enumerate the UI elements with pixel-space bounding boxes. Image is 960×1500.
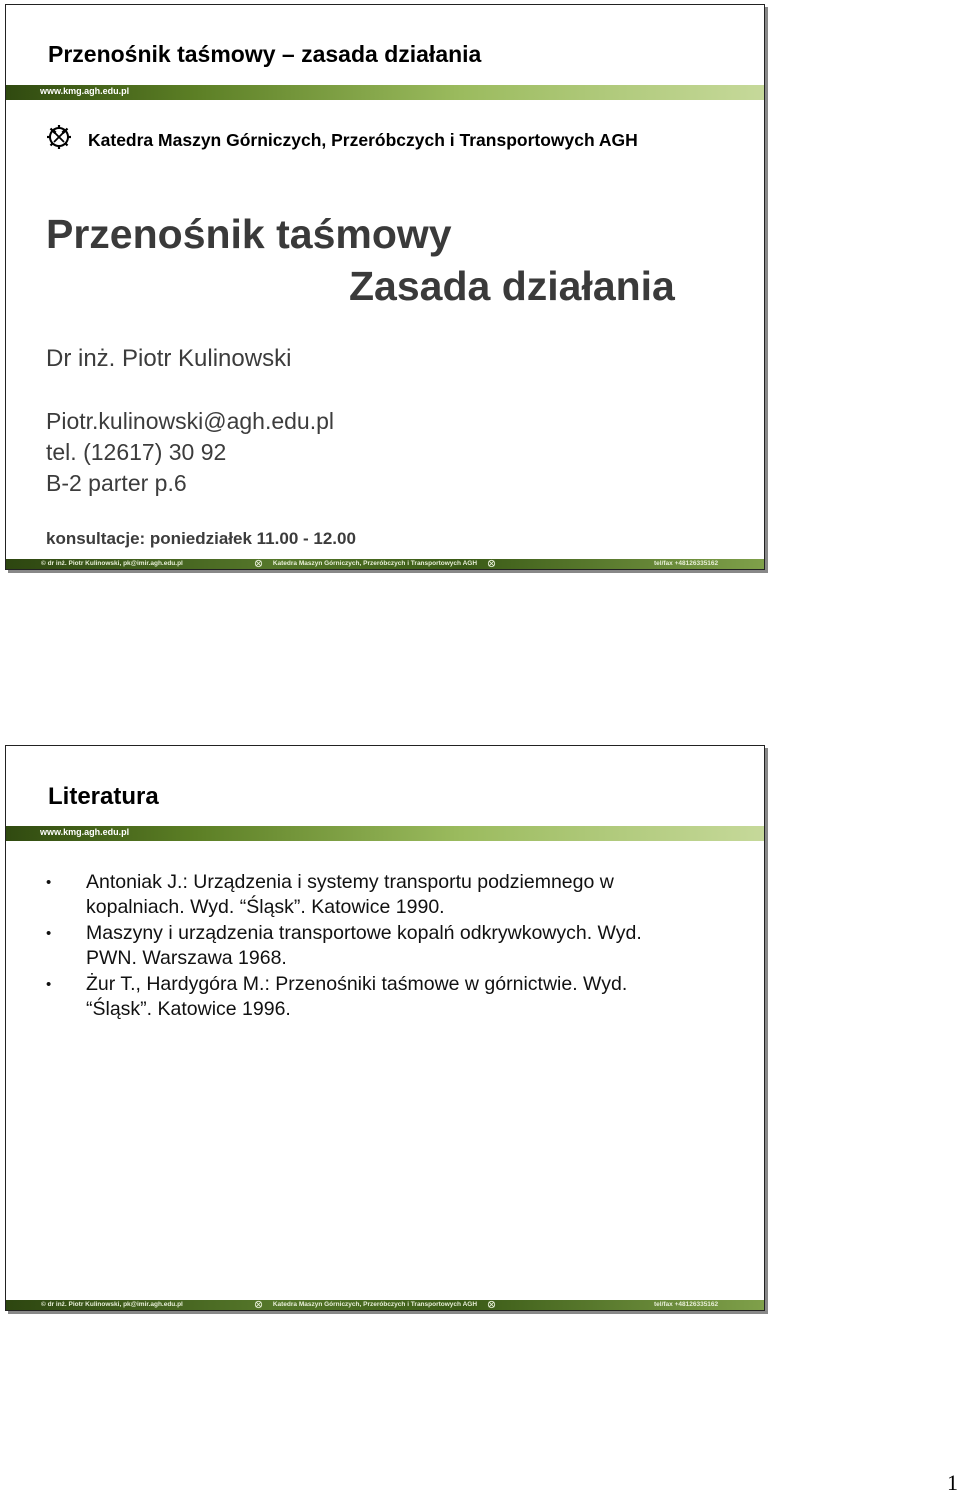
reference-list bbox=[46, 870, 686, 1022]
footer-copyright: © dr inż. Piotr Kulinowski, pk@imir.agh.edu.pl bbox=[41, 560, 183, 567]
website-link[interactable]: www.kmg.agh.edu.pl bbox=[40, 86, 130, 96]
footer-department-name: Katedra Maszyn Górniczych, Przeróbczych i Transportowych AGH bbox=[272, 1301, 478, 1309]
main-subtitle: Zasada działania bbox=[349, 263, 675, 309]
header-band bbox=[6, 85, 764, 100]
page-number: 1 bbox=[947, 1470, 958, 1495]
footer-band bbox=[6, 1300, 764, 1310]
main-title: Przenośnik taśmowy bbox=[46, 211, 452, 257]
author-name: Dr inż. Piotr Kulinowski bbox=[46, 345, 292, 372]
room-location: B-2 parter p.6 bbox=[46, 470, 187, 496]
slide-title: Literatura bbox=[48, 783, 159, 810]
footer-phone: tel/fax +48126335162 bbox=[654, 1301, 719, 1308]
crossed-hammers-gear-icon bbox=[487, 559, 496, 568]
footer-phone: tel/fax +48126335162 bbox=[654, 560, 719, 567]
footer-band bbox=[6, 559, 764, 569]
footer-department bbox=[254, 1300, 496, 1309]
department-name: Katedra Maszyn Górniczych, Przeróbczych i Transportowych AGH bbox=[88, 130, 638, 150]
crossed-hammers-gear-icon bbox=[254, 559, 263, 568]
crossed-hammers-gear-icon bbox=[254, 1300, 263, 1309]
slide-header-title: Przenośnik taśmowy – zasada działania bbox=[48, 41, 482, 67]
slide-title bbox=[5, 4, 765, 570]
reference-item: • Żur T., Hardygóra M.: Przenośniki taśmowe w górnictwie. Wyd. “Śląsk”. Katowice 1996. bbox=[46, 972, 686, 1023]
crossed-hammers-gear-icon bbox=[487, 1300, 496, 1309]
crossed-hammers-gear-icon bbox=[46, 124, 72, 150]
email-address[interactable]: Piotr.kulinowski@agh.edu.pl bbox=[46, 408, 335, 434]
website-link[interactable]: www.kmg.agh.edu.pl bbox=[40, 827, 130, 837]
slide-literature bbox=[5, 745, 765, 1311]
footer-department-name: Katedra Maszyn Górniczych, Przeróbczych i Transportowych AGH bbox=[272, 560, 478, 568]
footer-copyright: © dr inż. Piotr Kulinowski, pk@imir.agh.edu.pl bbox=[41, 1301, 183, 1308]
consultation-hours: konsultacje: poniedziałek 11.00 - 12.00 bbox=[46, 529, 356, 548]
reference-item: • Maszyny i urządzenia transportowe kopalń odkrywkowych. Wyd. PWN. Warszawa 1968. bbox=[46, 921, 686, 972]
reference-item: • Antoniak J.: Urządzenia i systemy transportu podziemnego w kopalniach. Wyd. “Śląsk”. Katowice 1990. bbox=[46, 870, 686, 921]
header-band bbox=[6, 826, 764, 841]
footer-department bbox=[254, 559, 496, 568]
phone-number: tel. (12617) 30 92 bbox=[46, 439, 227, 465]
